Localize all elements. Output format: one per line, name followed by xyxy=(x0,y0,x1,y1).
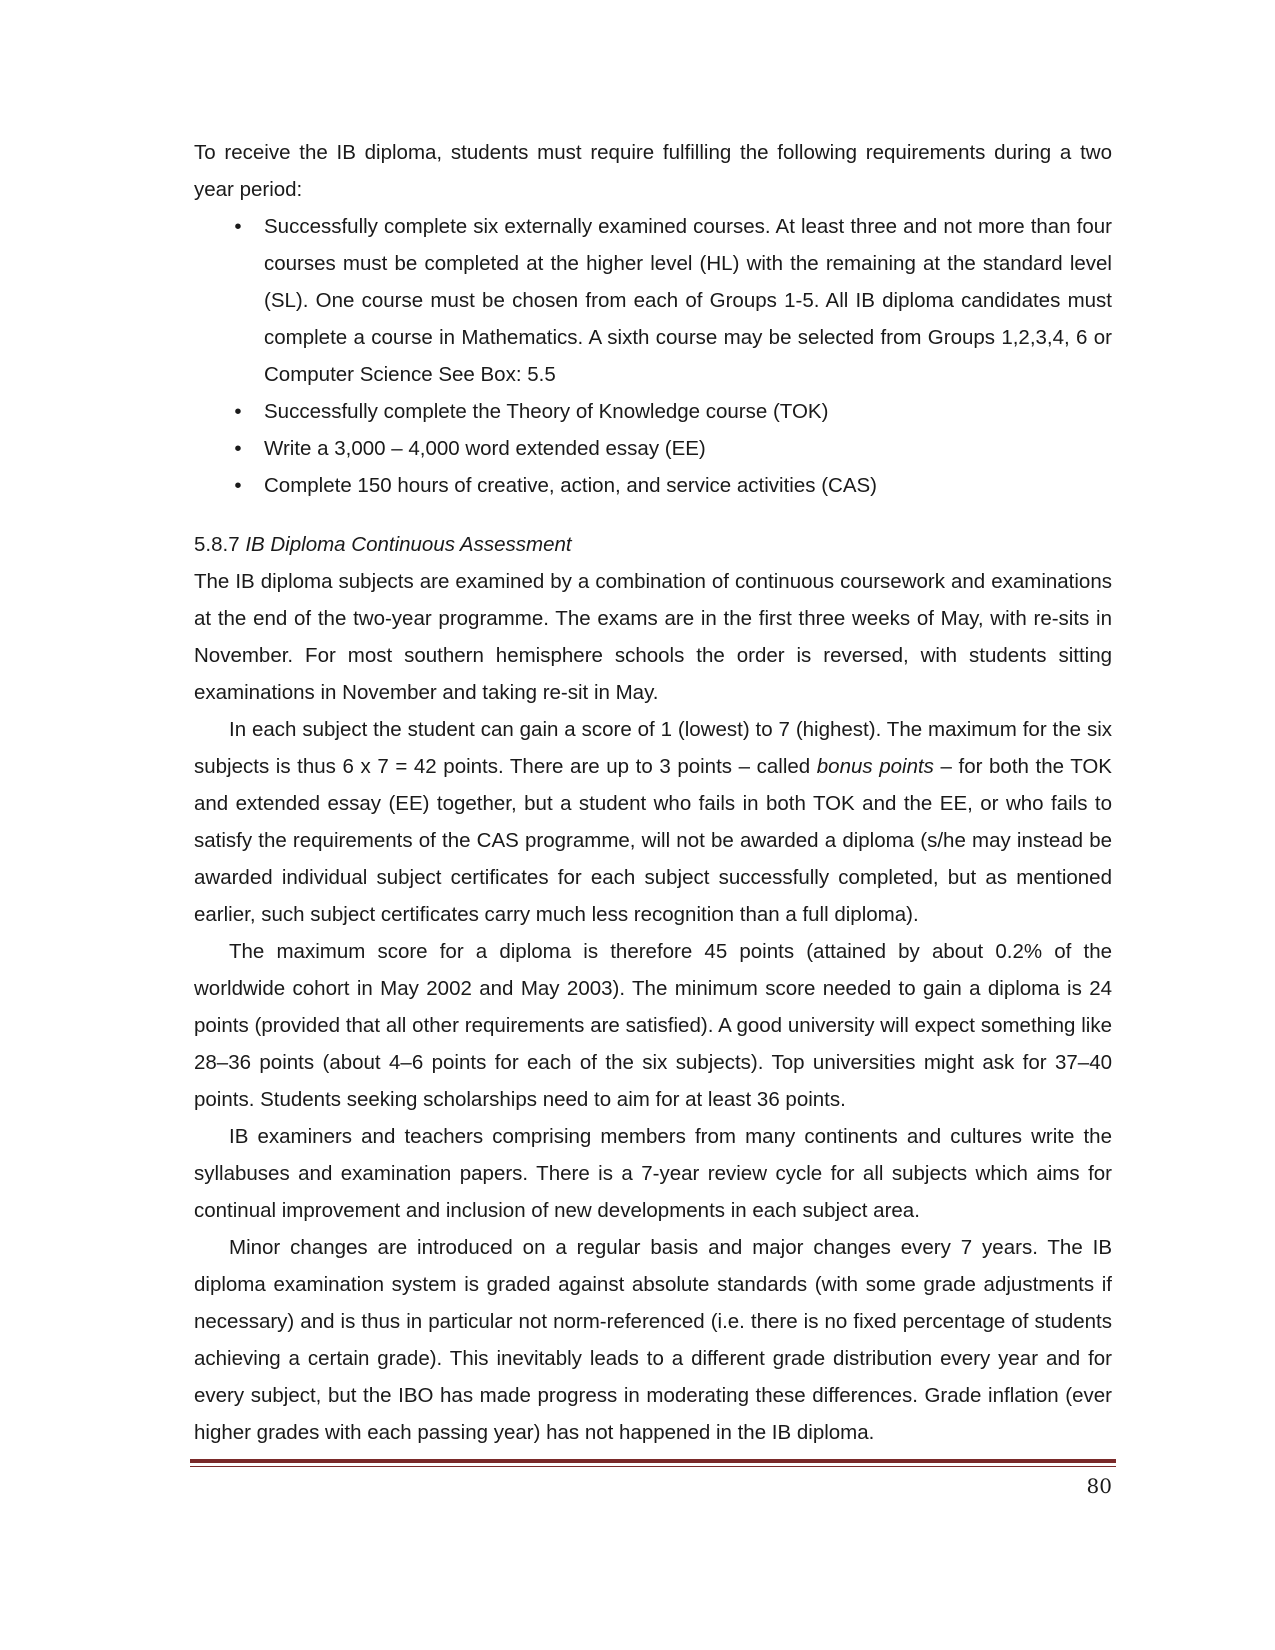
paragraph-examiners: IB examiners and teachers comprising members from many continents and cultures write the syllabuses and examination papers. There is a 7-year review cycle for all subjects which aims for continual improvement and inclusion of new developments in each subject area. xyxy=(194,1125,1112,1222)
list-item xyxy=(234,208,1112,393)
requirements-list xyxy=(194,208,1112,504)
list-item xyxy=(234,393,1112,430)
requirement-text: Successfully complete six externally examined courses. At least three and not more than four courses must be completed at the higher level (HL) with the remaining at the standard level (SL). One course must be chosen from each of Groups 1-5. All IB diploma candidates must complete a course in Mathematics. A sixth course may be selected from Groups 1,2,3,4, 6 or Computer Science See Box: 5.5 xyxy=(264,215,1112,386)
list-item xyxy=(234,467,1112,504)
paragraph-max-score: The maximum score for a diploma is therefore 45 points (attained by about 0.2% of the worldwide cohort in May 2002 and May 2003). The minimum score needed to gain a diploma is 24 points (provided that all other requirements are satisfied). A good university will expect something like 28–36 points (about 4–6 points for each of the six subjects). Top universities might ask for 37–40 points. Students seeking scholarships need to aim for at least 36 points. xyxy=(194,940,1112,1111)
paragraph-changes: Minor changes are introduced on a regular basis and major changes every 7 years. The IB diploma examination system is graded against absolute standards (with some grade adjustments if necessary) and is thus in particular not norm-referenced (i.e. there is no fixed percentage of students achieving a certain grade). This inevitably leads to a different grade distribution every year and for every subject, but the IBO has made progress in moderating these differences. Grade inflation (ever higher grades with each passing year) has not happened in the IB diploma. xyxy=(194,1236,1112,1444)
bullet-icon: • xyxy=(234,400,242,423)
paragraph-assessment: The IB diploma subjects are examined by a combination of continuous coursework and examinations at the end of the two-year programme. The exams are in the first three weeks of May, with re-sits in November. For most southern hemisphere schools the order is reversed, with students sitting examinations in November and taking re-sit in May. xyxy=(194,570,1112,704)
intro-paragraph: To receive the IB diploma, students must require fulfilling the following requirements during a two year period: xyxy=(194,141,1112,201)
section-number: 5.8.7 xyxy=(194,533,240,556)
bullet-icon: • xyxy=(234,437,242,460)
bullet-icon: • xyxy=(234,474,242,497)
requirement-text: Write a 3,000 – 4,000 word extended essay (EE) xyxy=(264,437,706,460)
paragraph-scoring-part1: In each subject the student can gain a score of 1 (lowest) to 7 (highest). The maximum for the six subjects is thus 6 x 7 = 42 points. There are up to 3 points – called xyxy=(194,718,1112,778)
paragraph-scoring xyxy=(194,711,1112,933)
bullet-icon: • xyxy=(234,215,242,238)
footer-rule xyxy=(190,1459,1116,1463)
paragraph-scoring-part2: – for both the TOK and extended essay (EE) together, but a student who fails in both TOK and the EE, or who fails to satisfy the requirements of the CAS programme, will not be awarded a diploma (s/he may instead be awarded individual subject certificates for each subject successfully completed, but as mentioned earlier, such subject certificates carry much less recognition than a full diploma). xyxy=(194,755,1112,926)
bonus-points-term: bonus points xyxy=(816,755,934,778)
section-heading xyxy=(194,526,1112,563)
list-item xyxy=(234,430,1112,467)
footer-rule-thin xyxy=(190,1466,1116,1467)
section-title: IB Diploma Continuous Assessment xyxy=(245,533,572,556)
page-number: 80 xyxy=(1086,1474,1112,1498)
requirement-text: Successfully complete the Theory of Knowledge course (TOK) xyxy=(264,400,829,423)
page-body xyxy=(194,134,1112,1451)
requirement-text: Complete 150 hours of creative, action, and service activities (CAS) xyxy=(264,474,877,497)
